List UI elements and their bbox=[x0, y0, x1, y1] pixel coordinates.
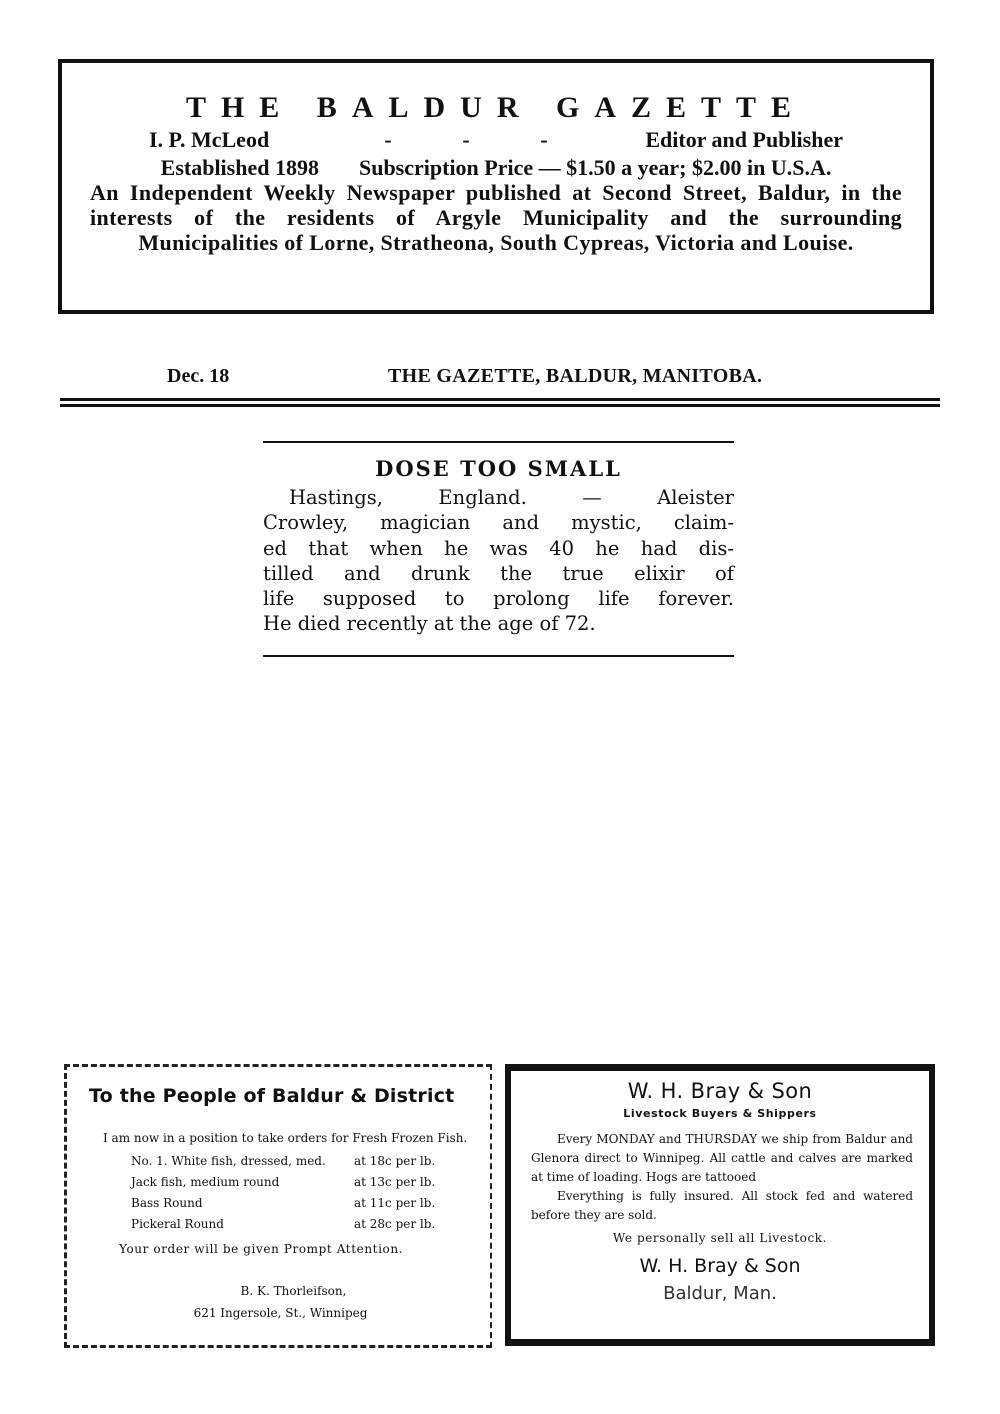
fish-ad-heading: To the People of Baldur & District bbox=[89, 1085, 455, 1107]
fish-price-row bbox=[67, 1175, 490, 1196]
dash-separator: - bbox=[540, 127, 548, 152]
article-top-rule bbox=[263, 441, 734, 443]
fish-ad-prompt: Your order will be given Prompt Attention. bbox=[119, 1242, 404, 1256]
article-line: He died recently at the age of 72. bbox=[263, 612, 596, 636]
masthead bbox=[58, 59, 934, 314]
double-rule-bottom bbox=[60, 404, 940, 407]
livestock-subtitle: Livestock Buyers & Shippers bbox=[623, 1107, 817, 1120]
fish-price-row bbox=[67, 1196, 490, 1217]
subscription-price: Subscription Price — $1.50 a year; $2.00 in U.S.A. bbox=[358, 155, 832, 180]
livestock-town: Baldur, Man. bbox=[663, 1283, 777, 1304]
newspaper-title: THE BALDUR GAZETTE bbox=[185, 91, 807, 124]
newspaper-description: An Independent Weekly Newspaper published at Second Street, Baldur, in the interests of the residents of Argyle Municipality and the surrounding Municipalities of Lorne, Stratheona, South Cypreas, Victoria and Louise. bbox=[90, 180, 902, 255]
editor-line bbox=[62, 125, 930, 155]
news-article bbox=[263, 441, 734, 657]
article-line: tilled and drunk the true elixir of bbox=[263, 561, 734, 585]
fish-name: No. 1. White fish, dressed, med. bbox=[131, 1154, 326, 1168]
fish-price: at 28c per lb. bbox=[354, 1217, 436, 1231]
fish-name: Pickeral Round bbox=[131, 1217, 224, 1231]
double-rule-top bbox=[60, 398, 940, 401]
fish-price: at 13c per lb. bbox=[354, 1175, 436, 1189]
livestock-paragraph: Everything is fully insured. All stock fed and watered before they are sold. bbox=[531, 1189, 913, 1222]
fish-price-row bbox=[67, 1217, 490, 1238]
fish-ad-address: 621 Ingersole, St., Winnipeg bbox=[193, 1306, 368, 1320]
fish-ad-intro: I am now in a position to take orders for Fresh Frozen Fish. bbox=[103, 1131, 468, 1145]
fish-advertisement bbox=[64, 1064, 492, 1348]
article-headline: DOSE TOO SMALL bbox=[375, 456, 622, 481]
fish-name: Jack fish, medium round bbox=[131, 1175, 280, 1189]
livestock-personal-line: We personally sell all Livestock. bbox=[612, 1231, 828, 1245]
article-line: ed that when he was 40 he had dis- bbox=[263, 536, 734, 560]
dateline bbox=[60, 365, 940, 391]
livestock-ad-body bbox=[531, 1130, 913, 1225]
editor-role: Editor and Publisher bbox=[645, 127, 843, 152]
established-line bbox=[62, 155, 930, 180]
livestock-firm-name: W. H. Bray & Son bbox=[627, 1079, 813, 1103]
article-body bbox=[263, 485, 734, 637]
fish-name: Bass Round bbox=[131, 1196, 203, 1210]
editor-name: I. P. McLeod bbox=[149, 127, 270, 152]
dash-separator: - bbox=[462, 127, 470, 152]
livestock-advertisement bbox=[505, 1064, 935, 1346]
issue-date: Dec. 18 bbox=[167, 365, 230, 387]
dateline-place: THE GAZETTE, BALDUR, MANITOBA. bbox=[388, 365, 763, 387]
fish-ad-signature: B. K. Thorleifson, bbox=[240, 1284, 347, 1298]
fish-price: at 11c per lb. bbox=[354, 1196, 436, 1210]
article-line: life supposed to prolong life forever. bbox=[263, 587, 734, 611]
fish-price-list bbox=[67, 1154, 490, 1238]
article-bottom-rule bbox=[263, 655, 734, 657]
established-year: Established 1898 bbox=[160, 155, 319, 180]
article-line: Crowley, magician and mystic, claim- bbox=[263, 511, 734, 535]
livestock-paragraph: Every MONDAY and THURSDAY we ship from Baldur and Glenora direct to Winnipeg. All cattle and calves are marked at time of loading. Hogs are tattooed bbox=[531, 1132, 913, 1184]
article-line: Hastings, England. — Aleister bbox=[289, 486, 734, 509]
fish-price-row bbox=[67, 1154, 490, 1175]
dash-separator: - bbox=[384, 127, 392, 152]
fish-price: at 18c per lb. bbox=[354, 1154, 436, 1168]
livestock-firm-signature: W. H. Bray & Son bbox=[639, 1255, 801, 1277]
